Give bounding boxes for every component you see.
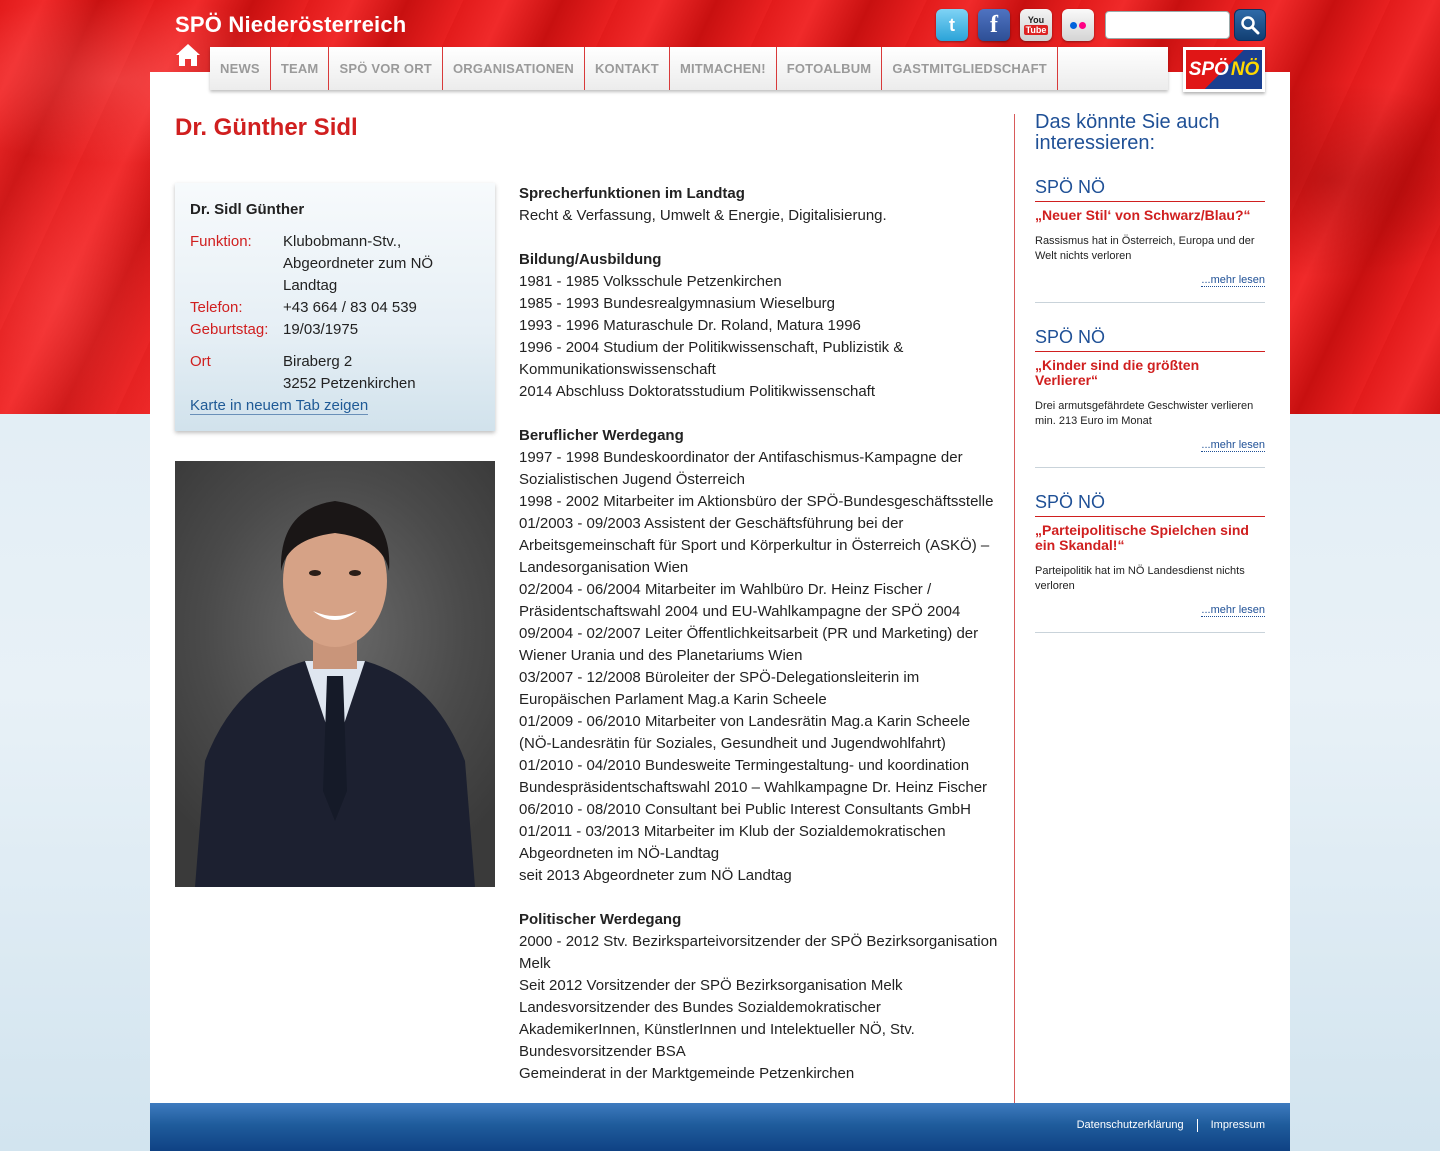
nav-item-organisationen[interactable]: ORGANISATIONEN xyxy=(443,47,585,90)
privacy-link[interactable]: Datenschutzerklärung xyxy=(1076,1119,1184,1131)
bio-line: 2000 - 2012 Stv. Bezirksparteivorsitzender der SPÖ Bezirksorganisation Melk xyxy=(519,933,998,972)
telefon-row xyxy=(190,297,480,319)
bio-line: 01/2009 - 06/2010 Mitarbeiter von Landesrätin Mag.a Karin Scheele (NÖ-Landesrätin für Soziales, Gesundheit und Jugendwohlfahrt) xyxy=(519,713,971,752)
flickr-dot-pink xyxy=(1079,22,1086,29)
bio-section-bildung xyxy=(519,249,999,403)
teaser-headline[interactable]: „Neuer Stil‘ von Schwarz/Blau?“ xyxy=(1035,207,1251,223)
teaser-more xyxy=(1035,604,1265,616)
facebook-icon[interactable] xyxy=(978,9,1010,41)
social-links xyxy=(936,9,1094,41)
related-sidebar xyxy=(1035,112,1265,657)
teaser-category: SPÖ NÖ xyxy=(1035,177,1265,202)
teaser-more xyxy=(1035,439,1265,451)
nav-item-team[interactable]: TEAM xyxy=(271,47,330,90)
bio-line: Landesvorsitzender des Bundes Sozialdemokratischer AkademikerInnen, KünstlerInnen und Intelektueller NÖ, Stv. Bundesvorsitzender BSA xyxy=(519,999,915,1060)
bio-line: 03/2007 - 12/2008 Büroleiter der SPÖ-Delegationsleiterin im Europäischen Parlament Mag.a Karin Scheele xyxy=(519,669,920,708)
teaser-text: Parteipolitik hat im NÖ Landesdienst nichts verloren xyxy=(1035,565,1245,592)
teaser-more xyxy=(1035,274,1265,286)
card-name: Dr. Sidl Günther xyxy=(190,201,305,218)
bio-heading: Politischer Werdegang xyxy=(519,911,682,928)
bio-line: 1998 - 2002 Mitarbeiter im Aktionsbüro der SPÖ-Bundesgeschäftsstelle xyxy=(519,493,994,510)
flickr-dot-blue xyxy=(1070,22,1077,29)
teaser-category: SPÖ NÖ xyxy=(1035,492,1265,517)
search-input[interactable] xyxy=(1105,11,1230,39)
footer-separator xyxy=(1197,1119,1198,1132)
nav-item-news[interactable]: NEWS xyxy=(210,47,271,90)
nav-item-gastmitgliedschaft[interactable]: GASTMITGLIEDSCHAFT xyxy=(882,47,1058,90)
contact-card xyxy=(175,183,495,431)
nav-item-kontakt[interactable]: KONTAKT xyxy=(585,47,670,90)
bio-line: 1993 - 1996 Maturaschule Dr. Roland, Matura 1996 xyxy=(519,317,861,334)
bio-line: 1997 - 1998 Bundeskoordinator der Antifaschismus-Kampagne der Sozialistischen Jugend Österreich xyxy=(519,449,963,488)
bio-line: 1981 - 1985 Volksschule Petzenkirchen xyxy=(519,273,782,290)
bio-section-sprecherfunktionen xyxy=(519,183,999,227)
teaser-item xyxy=(1035,492,1265,633)
site-title[interactable]: SPÖ Niederösterreich xyxy=(175,12,407,37)
read-more-link[interactable]: ...mehr lesen xyxy=(1201,274,1265,286)
ort-value xyxy=(283,351,416,395)
twitter-icon[interactable] xyxy=(936,9,968,41)
funktion-value: Klubobmann-Stv., Abgeordneter zum NÖ Landtag xyxy=(283,233,434,294)
imprint-link[interactable]: Impressum xyxy=(1210,1119,1265,1131)
nav-item-fotoalbum[interactable]: FOTOALBUM xyxy=(777,47,883,90)
page-title: Dr. Günther Sidl xyxy=(175,114,358,141)
home-icon[interactable] xyxy=(174,42,202,68)
main-navigation xyxy=(210,47,1168,90)
bio-line: 06/2010 - 08/2010 Consultant bei Public Interest Consultants GmbH xyxy=(519,801,971,818)
sidebar-title: Das könnte Sie auch interessieren: xyxy=(1035,111,1220,154)
geburtstag-row xyxy=(190,319,480,341)
bio-section-politisch xyxy=(519,909,999,1085)
teaser-headline[interactable]: „Parteipolitische Spielchen sind ein Skandal!“ xyxy=(1035,522,1249,553)
facebook-glyph: f xyxy=(990,11,998,38)
twitter-glyph: t xyxy=(949,14,955,35)
geburtstag-label: Geburtstag: xyxy=(190,321,269,338)
youtube-glyph-bottom: Tube xyxy=(1025,25,1047,35)
column-divider xyxy=(1014,114,1015,1103)
logo-text-spoe: SPÖ xyxy=(1188,58,1229,80)
bio-line: Gemeinderat in der Marktgemeinde Petzenkirchen xyxy=(519,1065,855,1082)
teaser-text: Drei armutsgefährdete Geschwister verlieren min. 213 Euro im Monat xyxy=(1035,400,1254,427)
bio-line: seit 2013 Abgeordneter zum NÖ Landtag xyxy=(519,867,792,884)
nav-item-mitmachen[interactable]: MITMACHEN! xyxy=(670,47,777,90)
teaser-text: Rassismus hat in Österreich, Europa und der Welt nichts verloren xyxy=(1035,235,1255,262)
bio-line: Recht & Verfassung, Umwelt & Energie, Digitalisierung. xyxy=(519,207,887,224)
telefon-label: Telefon: xyxy=(190,299,243,316)
teaser-item xyxy=(1035,327,1265,468)
ort-label: Ort xyxy=(190,353,211,370)
bio-line: 1985 - 1993 Bundesrealgymnasium Wieselburg xyxy=(519,295,836,312)
spoe-noe-logo[interactable] xyxy=(1183,47,1265,92)
bio-line: Seit 2012 Vorsitzender der SPÖ Bezirksorganisation Melk xyxy=(519,977,903,994)
funktion-label: Funktion: xyxy=(190,233,252,250)
ort-street: Biraberg 2 xyxy=(283,353,353,370)
read-more-link[interactable]: ...mehr lesen xyxy=(1201,604,1265,616)
portrait-photo xyxy=(175,461,495,887)
geburtstag-value: 19/03/1975 xyxy=(283,321,359,338)
map-link[interactable]: Karte in neuem Tab zeigen xyxy=(190,397,369,414)
ort-row xyxy=(190,351,480,395)
teaser-item xyxy=(1035,177,1265,303)
bio-heading: Sprecherfunktionen im Landtag xyxy=(519,185,745,202)
footer xyxy=(150,1103,1290,1151)
bio-line: 01/2011 - 03/2013 Mitarbeiter im Klub der Sozialdemokratischen Abgeordneten im NÖ-Landtag xyxy=(519,823,946,862)
bio-line: 2014 Abschluss Doktoratsstudium Politikwissenschaft xyxy=(519,383,876,400)
bio-heading: Beruflicher Werdegang xyxy=(519,427,684,444)
bio-line: 01/2003 - 09/2003 Assistent der Geschäftsführung bei der Arbeitsgemeinschaft für Sport und Körperkultur in Österreich (ASKÖ) – Landesorganisation Wien xyxy=(519,515,990,576)
youtube-glyph-top: You xyxy=(1027,15,1045,25)
logo-inner xyxy=(1186,50,1262,89)
bio-section-beruflich xyxy=(519,425,999,887)
biography xyxy=(519,183,999,1107)
bio-line: 02/2004 - 06/2004 Mitarbeiter im Wahlbüro Dr. Heinz Fischer / Präsidentschaftswahl 2004 und EU-Wahlkampagne der SPÖ 2004 xyxy=(519,581,961,620)
bio-line: 01/2010 - 04/2010 Bundesweite Termingestaltung- und koordination Bundespräsidentschaftswahl 2010 – Wahlkampagne Dr. Heinz Fischer xyxy=(519,757,988,796)
ort-city: 3252 Petzenkirchen xyxy=(283,375,416,392)
bio-line: 1996 - 2004 Studium der Politikwissenschaft, Publizistik & Kommunikationswissenschaft xyxy=(519,339,904,378)
flickr-icon[interactable] xyxy=(1062,9,1094,41)
teaser-category: SPÖ NÖ xyxy=(1035,327,1265,352)
funktion-row xyxy=(190,231,480,297)
search-icon[interactable] xyxy=(1234,9,1266,41)
teaser-headline[interactable]: „Kinder sind die größten Verlierer“ xyxy=(1035,357,1200,388)
read-more-link[interactable]: ...mehr lesen xyxy=(1201,439,1265,451)
nav-item-spoe-vor-ort[interactable]: SPÖ VOR ORT xyxy=(329,47,443,90)
logo-text-noe: NÖ xyxy=(1230,58,1260,80)
footer-links xyxy=(1077,1119,1265,1132)
bio-line: 09/2004 - 02/2007 Leiter Öffentlichkeitsarbeit (PR und Marketing) der Wiener Urania und des Planetariums Wien xyxy=(519,625,979,664)
bio-heading: Bildung/Ausbildung xyxy=(519,251,662,268)
telefon-value: +43 664 / 83 04 539 xyxy=(283,299,417,316)
youtube-icon[interactable] xyxy=(1020,9,1052,41)
